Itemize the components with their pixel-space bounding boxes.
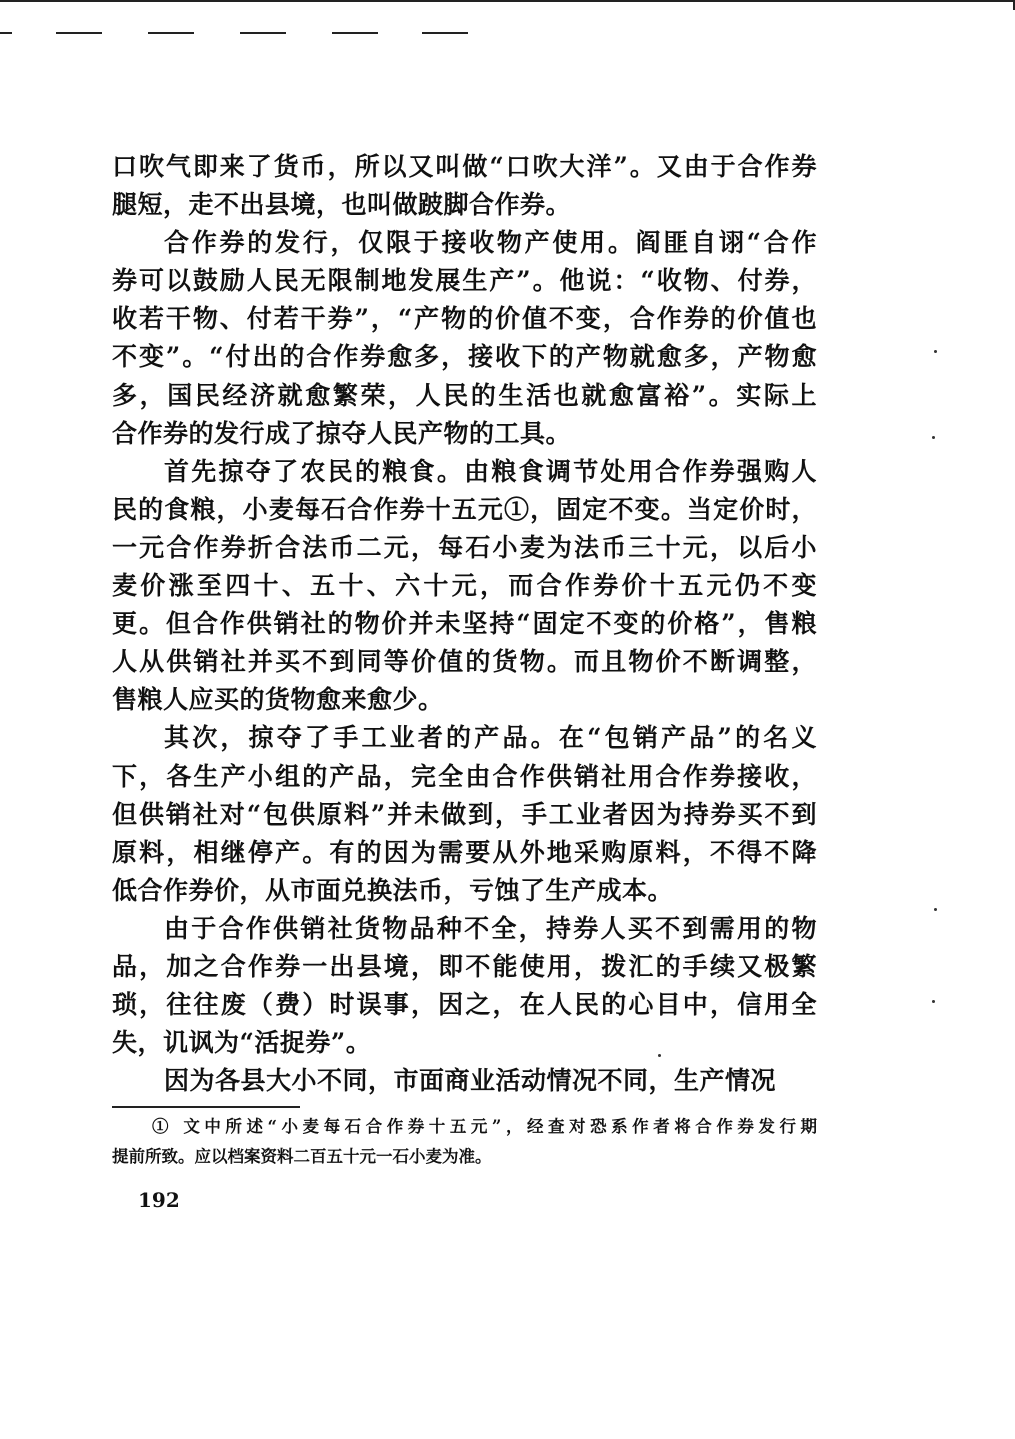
scan-speck — [932, 436, 935, 439]
text-line: 口吹气即来了货币，所以又叫做“口吹大洋”。又由于合作券 — [112, 152, 817, 181]
text-line: 原料，相继停产。有的因为需要从外地采购原料，不得不降 — [112, 837, 817, 867]
text-line: 品，加之合作券一出县境，即不能使用，拨汇的手续又极繁 — [112, 951, 817, 981]
text-line: 收若干物、付若干券”，“产物的价值不变，合作券的价值也 — [112, 304, 817, 334]
header-dash — [422, 32, 468, 34]
text-line: 琐，往往废（费）时误事，因之，在人民的心目中，信用全 — [112, 990, 817, 1020]
text-line: 麦价涨至四十、五十、六十元，而合作券价十五元仍不变 — [112, 571, 817, 601]
footnote — [112, 1112, 817, 1172]
header-dash — [56, 32, 102, 34]
text-line: 因为各县大小不同，市面商业活动情况不同，生产情况 — [164, 1066, 777, 1096]
text-line: 售粮人应买的货物愈来愈少。 — [112, 685, 444, 715]
text-line: 腿短，走不出县境，也叫做跛脚合作券。 — [112, 190, 572, 220]
text-line: 其次，掠夺了手工业者的产品。在“包销产品”的名义 — [164, 723, 817, 753]
text-line: 首先掠夺了农民的粮食。由粮食调节处用合作券强购人 — [164, 456, 817, 486]
text-line: 券可以鼓励人民无限制地发展生产”。他说：“收物、付券， — [112, 266, 817, 296]
footnote-line: 提前所致。应以档案资料二百五十元一石小麦为准。 — [112, 1147, 492, 1166]
text-line: 合作券的发行，仅限于接收物产使用。阎匪自诩“合作 — [164, 228, 817, 258]
header-dash — [240, 32, 286, 34]
page-corner-mark — [1005, 0, 1015, 10]
text-line: 民的食粮，小麦每石合作券十五元①，固定不变。当定价时， — [112, 494, 817, 524]
text-line: 不变”。“付出的合作券愈多，接收下的产物就愈多，产物愈 — [112, 342, 817, 372]
text-line: 下，各生产小组的产品，完全由合作供销社用合作券接收， — [112, 761, 817, 791]
text-line: 但供销社对“包供原料”并未做到，手工业者因为持券买不到 — [112, 799, 817, 829]
scan-speck — [934, 908, 937, 911]
text-line: 一元合作券折合法币二元，每石小麦为法币三十元，以后小 — [112, 532, 817, 562]
text-line: 更。但合作供销社的物价并未坚持“固定不变的价格”，售粮 — [112, 609, 817, 639]
scan-speck — [658, 1054, 661, 1057]
scan-speck — [932, 1000, 935, 1003]
text-line: 合作券的发行成了掠夺人民产物的工具。 — [112, 418, 572, 448]
page-top-border — [0, 0, 1015, 2]
header-dash — [0, 32, 12, 34]
header-dash — [148, 32, 194, 34]
page-number: 192 — [138, 1188, 180, 1212]
footnote-line: ① 文中所述“小麦每石合作券十五元”，经查对恐系作者将合作券发行期 — [152, 1117, 817, 1136]
text-line: 人从供销社并买不到同等价值的货物。而且物价不断调整， — [112, 647, 817, 677]
text-line: 低合作券价，从市面兑换法币，亏蚀了生产成本。 — [112, 875, 674, 905]
text-line: 多，国民经济就愈繁荣，人民的生活也就愈富裕”。实际上 — [112, 380, 817, 410]
header-dash — [332, 32, 378, 34]
body-text — [112, 148, 817, 1100]
text-line: 由于合作供销社货物品种不全，持券人买不到需用的物 — [164, 913, 817, 943]
footnote-divider — [112, 1106, 300, 1108]
scan-speck — [934, 350, 937, 353]
text-line: 失，讥讽为“活捉券”。 — [112, 1028, 372, 1058]
